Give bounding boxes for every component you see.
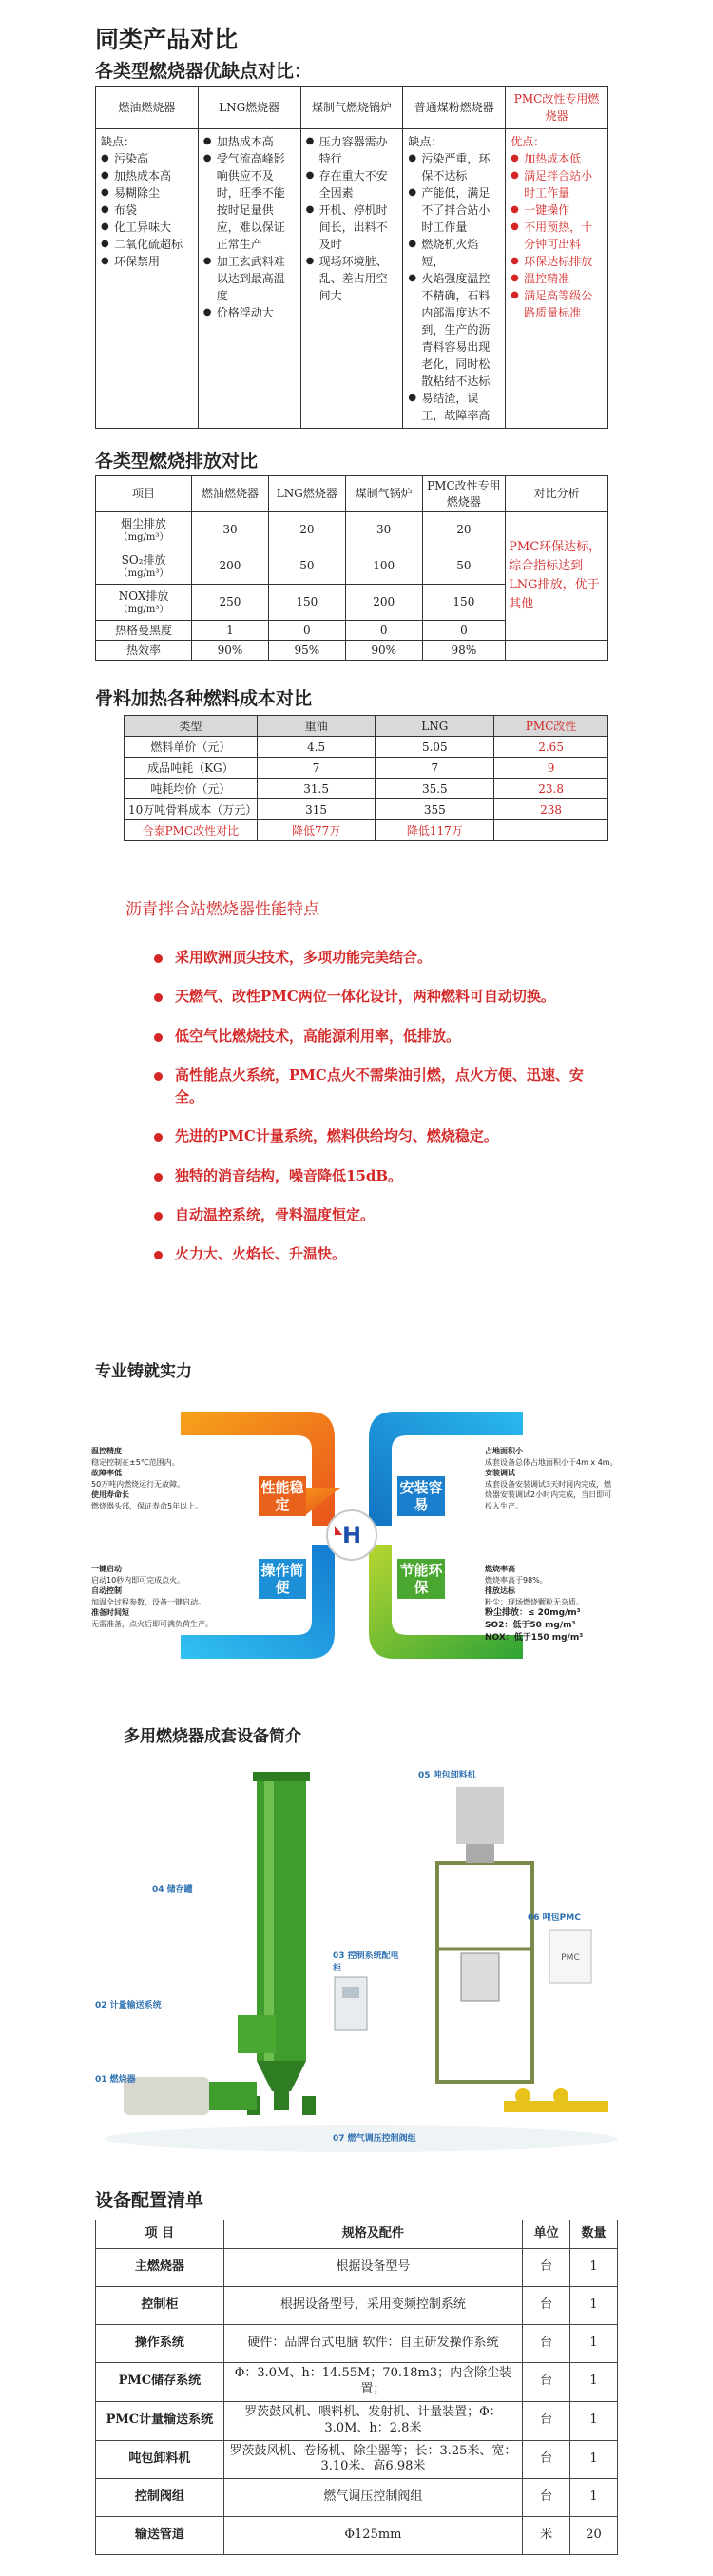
bullet-item: ● 化工异味大: [101, 219, 193, 236]
table-cell: 合泰PMC改性对比: [125, 820, 258, 841]
emis-header: 燃油燃烧器: [192, 476, 269, 512]
feature-item: 采用欧洲顶尖技术，多项功能完美结合。: [150, 947, 597, 969]
bullet-item: ● 开机、停机时间长，出料不及时: [306, 202, 398, 253]
bullet-item: ● 温控精准: [511, 270, 603, 287]
row-label-text: NOX排放: [118, 588, 169, 603]
note-line: NOX：低于150 mg/m³: [485, 1633, 584, 1644]
strength-diagram: [86, 1393, 618, 1678]
equipment-illustration: [95, 1759, 627, 2158]
col-header-pmc: PMC改性专用燃烧器: [506, 87, 608, 129]
table-cell: 150: [268, 585, 345, 621]
section-subtitle-pros-cons: 各类型燃烧器优缺点对比：: [95, 61, 313, 82]
label-bag-unloader: 05 吨包卸料机: [418, 1771, 476, 1780]
row-label: [96, 512, 192, 548]
table-cell: 1: [570, 2479, 618, 2517]
cell-pmc: [506, 129, 608, 429]
bullet-item: ● 布袋: [101, 202, 193, 219]
table-row-footer: [125, 820, 608, 841]
bullet-item: ● 环保达标排放: [511, 253, 603, 270]
table-cell: 20: [268, 512, 345, 548]
table-cell: 90%: [192, 641, 269, 661]
note-operation: [91, 1564, 234, 1630]
note-line: SO2：低于50 mg/m³: [485, 1621, 576, 1631]
note-line: 50万吨内燃烧运行无故障。: [91, 1479, 185, 1489]
table-cell: 7: [257, 758, 376, 779]
note-heading: 使用寿命长: [91, 1490, 129, 1500]
note-line: 燃烧率高于98%。: [485, 1575, 548, 1585]
table-cell: 台: [523, 2363, 570, 2402]
label-burner: 01 燃烧器: [95, 2075, 136, 2085]
cost-header: LNG: [376, 716, 494, 737]
table-row: [96, 641, 608, 661]
note-heading: 占地面积小: [485, 1447, 523, 1455]
table-cell: 30: [345, 512, 422, 548]
feature-item: 高性能点火系统，PMC点火不需柴油引燃，点火方便、迅速、安全。: [150, 1065, 597, 1109]
note-line: 成套设备总体占地面积小于4m x 4m。: [485, 1457, 618, 1467]
table-row: [125, 758, 608, 779]
table-cell: 0: [345, 621, 422, 641]
cell-heading: 缺点：: [408, 135, 443, 148]
table-cell: 0: [422, 621, 506, 641]
bullet-list: [511, 150, 603, 321]
config-table: [95, 2220, 618, 2555]
cell-coal-gas: [300, 129, 403, 429]
bullet-item: ● 现场环境脏、乱、差占用空间大: [306, 253, 398, 304]
note-energy: [485, 1564, 618, 1645]
note-heading: 温控精度: [91, 1447, 122, 1455]
row-label: [96, 585, 192, 621]
table-row: [96, 2440, 618, 2479]
table-cell: 台: [523, 2440, 570, 2479]
note-heading: 一键启动: [91, 1565, 122, 1573]
table-cell: 米: [523, 2517, 570, 2555]
table-row: [96, 2517, 618, 2555]
note-line: 启动10秒内即可完成点火。: [91, 1575, 185, 1585]
section-title-cost: 骨料加热各种燃料成本对比: [95, 688, 313, 709]
label-bag-pmc: 06 吨包PMC: [528, 1913, 581, 1923]
bullet-item: ● 存在重大不安全因素: [306, 167, 398, 202]
feature-item: 低空气比燃烧技术，高能源利用率，低排放。: [150, 1026, 597, 1048]
bullet-item: ● 加热成本高: [101, 167, 193, 184]
quad-energy-saving: 节能环保: [397, 1559, 445, 1599]
bullet-item: ● 污染严重，环保不达标: [408, 150, 500, 184]
label-gas-valve: 07 燃气调压控制阀组: [333, 2134, 416, 2143]
feature-list: [150, 947, 597, 1282]
table-row: [96, 512, 608, 548]
note-heading: 自动控制: [91, 1586, 122, 1596]
table-cell: 10万吨骨料成本（万元）: [125, 799, 258, 820]
emis-header: PMC改性专用燃烧器: [422, 476, 506, 512]
row-label-text: 热效率: [126, 644, 162, 658]
bullet-item: ● 满足拌合站小时工作量: [511, 167, 603, 202]
table-cell: 1: [192, 621, 269, 641]
table-cell: 操作系统: [96, 2325, 224, 2363]
table-cell: 50: [268, 548, 345, 585]
section-title-comparison: 同类产品对比: [95, 26, 239, 53]
label-control-cabinet: 03 控制系统配电柜: [333, 1951, 399, 1973]
table-cell: [506, 641, 608, 661]
table-cell: 238: [494, 799, 608, 820]
table-cell: 7: [376, 758, 494, 779]
bullet-item: ● 易结渣，误工，故障率高: [408, 390, 500, 424]
table-cell: 200: [345, 585, 422, 621]
svg-text:PMC: PMC: [561, 1953, 580, 1963]
table-row: [96, 2287, 618, 2325]
table-cell: 台: [523, 2325, 570, 2363]
table-cell: 0: [268, 621, 345, 641]
table-cell: 20: [570, 2517, 618, 2555]
col-header: 煤制气燃烧锅炉: [300, 87, 403, 129]
section-title-equipment: 多用燃烧器成套设备简介: [124, 1727, 301, 1746]
table-cell: 根据设备型号: [223, 2249, 522, 2287]
table-cell: 台: [523, 2479, 570, 2517]
cost-header: 重油: [257, 716, 376, 737]
cell-fuel-oil: [96, 129, 199, 429]
bullet-list: [306, 133, 398, 304]
label-metering-conveying: 02 计量输送系统: [95, 2001, 162, 2010]
col-header: LNG燃烧器: [198, 87, 300, 129]
bullet-list: [101, 150, 193, 270]
feature-item: 独特的消音结构，噪音降低15dB。: [150, 1165, 597, 1187]
table-row: [125, 799, 608, 820]
table-cell: 30: [192, 512, 269, 548]
bullet-item: ● 不用预热，十分钟可出料: [511, 219, 603, 253]
table-cell: 台: [523, 2287, 570, 2325]
table-cell: 9: [494, 758, 608, 779]
config-header: 规格及配件: [223, 2220, 522, 2249]
table-row: [96, 2479, 618, 2517]
table-cell: 1: [570, 2287, 618, 2325]
emis-header: 项目: [96, 476, 192, 512]
row-unit: （mg/m³）: [118, 567, 169, 579]
quad-performance: 性能稳定: [259, 1476, 306, 1516]
bullet-item: ● 二氧化硫超标: [101, 236, 193, 253]
table-cell: PMC储存系统: [96, 2363, 224, 2402]
cell-heading: 优点：: [511, 135, 546, 148]
table-cell: 主燃烧器: [96, 2249, 224, 2287]
quad-installation: 安装容易: [397, 1476, 445, 1516]
table-cell: 罗茨鼓风机、喂料机、发射机、计量装置；Φ：3.0M、h：2.8米: [223, 2401, 522, 2440]
bullet-item: ● 易糊除尘: [101, 184, 193, 202]
feature-item: 火力大、火焰长、升温快。: [150, 1243, 597, 1265]
section-title-features: 沥青拌合站燃烧器性能特点: [125, 900, 319, 919]
note-installation: [485, 1446, 618, 1512]
row-unit: （mg/m³）: [118, 604, 169, 615]
table-cell: 罗茨鼓风机、卷扬机、除尘器等；长：3.25米、宽：3.10米、高6.98米: [223, 2440, 522, 2479]
col-header: 普通煤粉燃烧器: [403, 87, 506, 129]
table-cell: [494, 820, 608, 841]
table-cell: PMC计量输送系统: [96, 2401, 224, 2440]
note-line: 燃烧率高: [485, 1565, 515, 1573]
table-row: [125, 737, 608, 758]
note-line: 燃烧器头部，保证寿命5年以上。: [91, 1501, 203, 1510]
table-cell: 1: [570, 2401, 618, 2440]
table-cell: 燃料单价（元）: [125, 737, 258, 758]
table-cell: 1: [570, 2363, 618, 2402]
note-performance: [91, 1446, 234, 1512]
config-header: 单位: [523, 2220, 570, 2249]
section-title-strength: 专业铸就实力: [95, 1362, 192, 1381]
analysis-cell: PMC环保达标，综合指标达到LNG排放，优于其他: [506, 512, 608, 641]
svg-text:H: H: [341, 1522, 362, 1548]
row-label: [96, 548, 192, 585]
table-cell: 控制柜: [96, 2287, 224, 2325]
bullet-item: ● 环保禁用: [101, 253, 193, 270]
table-cell: 50: [422, 548, 506, 585]
table-cell: 成品吨耗（KG）: [125, 758, 258, 779]
table-cell: 吨包卸料机: [96, 2440, 224, 2479]
bullet-item: ● 受气流高峰影响供应不及时，旺季不能按时足量供应，难以保证正常生产: [203, 150, 296, 253]
table-cell: 2.65: [494, 737, 608, 758]
section-title-emissions: 各类型燃烧排放对比: [95, 451, 259, 471]
bullet-item: ● 加热成本低: [511, 150, 603, 167]
feature-item: 自动温控系统，骨料温度恒定。: [150, 1204, 597, 1226]
note-heading: 准备时间短: [91, 1608, 129, 1618]
table-cell: 降低117万: [376, 820, 494, 841]
bullet-item: ● 燃烧机火焰短，: [408, 236, 500, 270]
table-cell: 90%: [345, 641, 422, 661]
table-cell: 98%: [422, 641, 506, 661]
note-line: 粉尘排放：≤ 20mg/m³: [485, 1608, 581, 1619]
table-cell: 355: [376, 799, 494, 820]
table-row: [96, 2401, 618, 2440]
table-cell: 200: [192, 548, 269, 585]
note-line: 无需准备，点火后即可满负荷生产。: [91, 1619, 213, 1628]
bullet-item: ● 一键操作: [511, 202, 603, 219]
cell-lng: [198, 129, 300, 429]
row-label-text: 烟尘排放: [121, 516, 167, 530]
table-cell: 输送管道: [96, 2517, 224, 2555]
feature-item: 先进的PMC计量系统，燃料供给均匀、燃烧稳定。: [150, 1125, 597, 1147]
table-cell: 吨耗均价（元）: [125, 779, 258, 799]
table-cell: 250: [192, 585, 269, 621]
quad-operation: 操作简便: [259, 1559, 306, 1599]
cost-header-pmc: PMC改性: [494, 716, 608, 737]
bullet-item: ● 满足高等级公路质量标准: [511, 287, 603, 321]
feature-item: 天燃气、改性PMC两位一体化设计，两种燃料可自动切换。: [150, 986, 597, 1008]
row-label-text: SO₂排放: [121, 552, 166, 567]
table-cell: 35.5: [376, 779, 494, 799]
note-line: 稳定控制在±5℃范围内。: [91, 1457, 180, 1467]
note-line: 加温全过程参数，设备一键启动。: [91, 1597, 205, 1606]
table-cell: 95%: [268, 641, 345, 661]
bullet-item: ● 压力容器需办特行: [306, 133, 398, 167]
bullet-item: ● 火焰强度温控不精确，石料内部温度达不到，生产的沥青料容易出现老化，同时松散粘结不达标: [408, 270, 500, 390]
emissions-table: [95, 475, 608, 661]
table-row: [96, 2363, 618, 2402]
table-cell: Φ：3.0M、h：14.55M；70.18m3；内含除尘装置；: [223, 2363, 522, 2402]
table-cell: 台: [523, 2249, 570, 2287]
emis-header: 煤制气锅炉: [345, 476, 422, 512]
bullet-item: ● 加工玄武料难以达到最高温度: [203, 253, 296, 304]
table-cell: 燃气调压控制阀组: [223, 2479, 522, 2517]
table-cell: 100: [345, 548, 422, 585]
cost-table: [124, 715, 608, 841]
table-cell: 硬件：品牌台式电脑 软件：自主研发操作系统: [223, 2325, 522, 2363]
pros-cons-table: [95, 86, 608, 429]
bullet-item: ● 产能低，满足不了拌合站小时工作量: [408, 184, 500, 236]
table-cell: 4.5: [257, 737, 376, 758]
config-header: 数量: [570, 2220, 618, 2249]
table-cell: 23.8: [494, 779, 608, 799]
table-row: [96, 2249, 618, 2287]
emis-header: 对比分析: [506, 476, 608, 512]
note-heading: 故障率低: [91, 1469, 122, 1478]
table-cell: 1: [570, 2249, 618, 2287]
table-cell: 31.5: [257, 779, 376, 799]
table-cell: 降低77万: [257, 820, 376, 841]
table-row: [96, 2325, 618, 2363]
cell-coal-powder: [403, 129, 506, 429]
note-heading: 安装调试: [485, 1469, 515, 1478]
bullet-item: ● 加热成本高: [203, 133, 296, 150]
section-title-config: 设备配置清单: [95, 2190, 204, 2211]
bullet-item: ● 污染高: [101, 150, 193, 167]
row-label: [96, 621, 192, 641]
col-header: 燃油燃烧器: [96, 87, 199, 129]
table-cell: 1: [570, 2440, 618, 2479]
table-cell: 控制阀组: [96, 2479, 224, 2517]
note-line: 粉尘：现场燃烧颗粒无杂质。: [485, 1597, 584, 1606]
table-cell: 台: [523, 2401, 570, 2440]
row-label-text: 热格曼黑度: [115, 624, 173, 637]
note-line: 成套设备安装调试3天时间内完成，燃烧器安装调试2小时内完成，当日即可投入生产。: [485, 1479, 612, 1510]
config-header: 项 目: [96, 2220, 224, 2249]
row-label: [96, 641, 192, 661]
table-cell: 20: [422, 512, 506, 548]
table-cell: Φ125mm: [223, 2517, 522, 2555]
table-row: [125, 779, 608, 799]
bullet-list: [408, 150, 500, 424]
cost-header: 类型: [125, 716, 258, 737]
table-cell: 5.05: [376, 737, 494, 758]
bullet-item: ● 价格浮动大: [203, 304, 296, 321]
cell-heading: 缺点：: [101, 135, 136, 148]
table-cell: 150: [422, 585, 506, 621]
label-storage-tank: 04 储存罐: [152, 1885, 193, 1894]
table-cell: 根据设备型号，采用变频控制系统: [223, 2287, 522, 2325]
table-cell: 315: [257, 799, 376, 820]
bullet-list: [203, 133, 296, 321]
row-unit: （mg/m³）: [118, 531, 169, 543]
emis-header: LNG燃烧器: [268, 476, 345, 512]
table-cell: 1: [570, 2325, 618, 2363]
note-line: 排放达标: [485, 1586, 515, 1596]
